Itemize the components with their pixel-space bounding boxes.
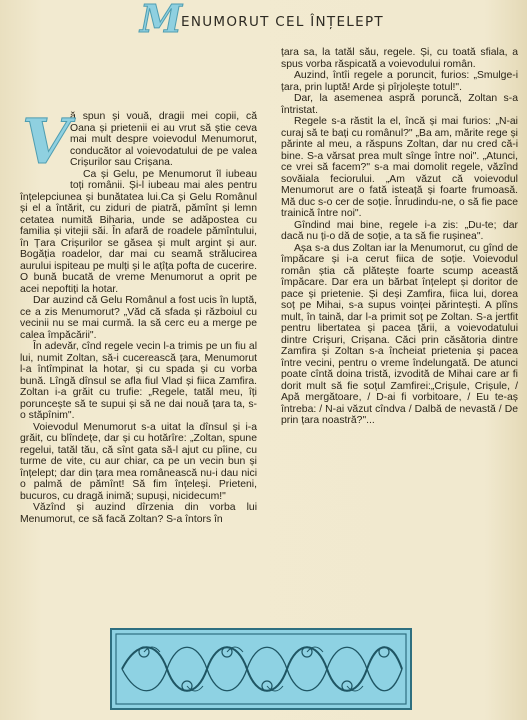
dropcap-spacer xyxy=(20,47,257,111)
text-columns xyxy=(20,47,518,622)
paragraph: Auzind, întîi regele a poruncit, furios: „Smulge-i țara, prin luptă! Arde și pîrjolește totul!". xyxy=(281,70,518,93)
paragraph: ă spun și vouă, dragii mei copii, că Oana și prietenii ei au vrut să știe ceva mai mult despre voievodul Menumorut, conducător al voievodatului de pe valea Crișurilor sau Crișana. xyxy=(70,111,257,168)
paragraph: Regele s-a răstit la el, încă și mai furios: „N-ai curaj să te bați cu românul?" „Ba am, mărite rege și părinte al meu, a răspuns Zoltan, dar nu cred că-i bine. S-a vărsat prea mult sînge între noi". „Atunci, ce vrei să facem?" s-a mai domolit regele, văzînd sovăiala feciorului. „Am văzut că voievodul Menumorut are o fată isteață și foarte frumoasă. Mă duc s-o cer de soție. Înrudindu-ne, o să fie pace trainică între noi". xyxy=(281,116,518,219)
paragraph: Așa s-a dus Zoltan iar la Menumorut, cu gînd de împăcare și i-a cerut fiica de soție. Voievodul român știa că plătește foarte scump această împăcare. Dar era un bărbat înțelept și doritor de pace și prietenie. Și deși Zamfira, fiica lui, dorea soț pe Mihai, s-a supus voinței părintești. A plîns mult, în taină, dar l-a primit soț pe Zoltan. S-a jertfit pentru libertatea și pacea țării, a voievodatului dintre Crișuri, Crișana. Căci prin căsătoria dintre Zamfira și Zoltan s-a încheiat prietenia și pacea între vecini, pentru o vreme îndelungată. De atunci poate cîntă doina tristă, izvodită de Mihai care ar fi dorit mult să fie soțul Zamfirei:„Crișule, Crișule, / Apă mergătoare, / D-ai fi vorbitoare, / Eu te-aș întreba: / N-ai văzut cîndva / Dalbă de nevastă / De prin țara noastră?"... xyxy=(281,242,518,426)
dropcap-letter: V xyxy=(22,105,71,178)
dropcap-ornament xyxy=(20,105,71,181)
left-column xyxy=(20,47,257,525)
page-title: ENUMORUT CEL ÎNȚELEPT xyxy=(181,14,384,30)
paragraph: Dar, la asemenea aspră poruncă, Zoltan s-a întristat. xyxy=(281,93,518,116)
paragraph: În adevăr, cînd regele vecin l-a trimis pe un fiu al lui, numit Zoltan, să-i cucerească țara, Menumorut l-a întîmpinat la hotar, și cu spada și cu vorba bună. Lîngă dînsul se afla fiul Vlad și fiica Zamfira. Zoltan i-a grăit cu trufie: „Regele, tatăl meu, îți poruncește să te supui și să ne dai nouă țara ta, s-o stăpînim". xyxy=(20,341,257,421)
paragraph: Văzînd și auzind dîrzenia din vorba lui Menumorut, ce să facă Zoltan? S-a întors în xyxy=(20,502,257,525)
paragraph: Gîndind mai bine, regele i-a zis: „Du-te; dar dacă nu ți-o dă de soție, a ta să fie rușinea". xyxy=(281,219,518,242)
paragraph: țara sa, la tatăl său, regele. Și, cu toată sfiala, a spus vorba răspicată a voievodului român. xyxy=(281,47,518,70)
paragraph: Dar auzind că Gelu Românul a fost ucis în luptă, ce a zis Menumorut? „Văd că sfada și războiul cu vecinii nu se mai curmă. Ia să cerc eu a merge pe calea împăcării". xyxy=(20,295,257,341)
right-column xyxy=(281,47,518,427)
title-initial: M xyxy=(140,0,183,41)
decorative-border-ornament xyxy=(110,628,412,710)
floral-scroll-icon xyxy=(112,630,410,708)
page-header xyxy=(140,0,520,42)
paragraph: Ca și Gelu, pe Menumorut îl iubeau toți românii. Și-l iubeau mai ales pentru înțelepciunea și bunătatea lui.Ca și Gelu Românul și el a întărit, cu ziduri de piatră, pămînt și lemn cetatea numită Biharia, unde se adăpostea cu familia și vitejii săi. În afară de roadele pămîntului, în Țara Crișurilor se găsea și mult argint și aur. Bogăția roadelor, dar mai cu seamă strălucirea aurului ispiteau pe mulți și le ațîța pofta de cucerire. O bună bucată de vreme Menumorut a oprit pe acei nepoftiți la hotar. xyxy=(20,168,257,295)
paragraph: Voievodul Menumorut s-a uitat la dînsul și i-a grăit, cu blîndețe, dar și cu hotărîre: „Zoltan, spune regelui, tatăl tău, că sînt gata să-l ajut cu pîine, cu turme de vite, cu aur chiar, ca pe un vecin bun și înțelept; dar din țara mea românească nu-i dau nici o palmă de pămînt! Să fim înțeleși. Prieteni, bucuros, cu dragă inimă; supuși, nicidecum!" xyxy=(20,421,257,502)
